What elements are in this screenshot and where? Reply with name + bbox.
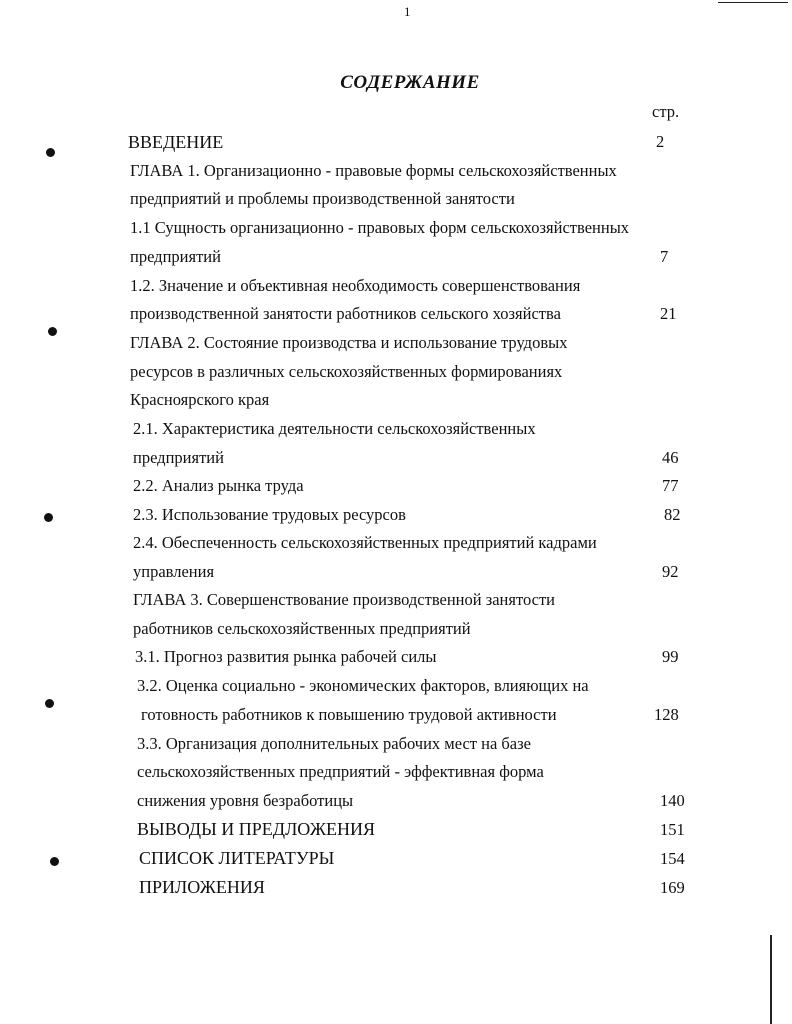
toc-entry-page: 99 [662,647,679,666]
toc-entry-text: 3.1. Прогноз развития рынка рабочей силы [135,647,437,666]
toc-entry-text: СПИСОК ЛИТЕРАТУРЫ [139,848,335,868]
binder-hole-mark [50,857,59,866]
toc-entry-page: 169 [660,878,685,897]
toc-entry-page: 151 [660,820,685,839]
binder-hole-mark [46,148,55,157]
toc-entry-page: 77 [662,476,679,495]
toc-entry-text: ГЛАВА 2. Состояние производства и использование трудовых [130,333,568,352]
toc-entry-text: предприятий [130,247,221,266]
toc-entry-text: управления [133,562,215,581]
toc-entry-page: 82 [664,505,681,524]
toc-entry-page: 128 [654,705,679,724]
toc-entry-text: 3.2. Оценка социально - экономических факторов, влияющих на [137,676,589,695]
page-title: СОДЕРЖАНИЕ [340,72,480,93]
toc-entry-text: ВЫВОДЫ И ПРЕДЛОЖЕНИЯ [137,819,375,839]
toc-entry-text: предприятий и проблемы производственной занятости [130,189,515,208]
toc-entry-text: 2.2. Анализ рынка труда [133,476,304,495]
toc-entry-page: 21 [660,304,677,323]
toc-entry-text: ПРИЛОЖЕНИЯ [139,877,265,897]
toc-entry-text: снижения уровня безработицы [137,791,354,810]
scan-edge-line [718,2,788,3]
toc-entry-page: 46 [662,448,679,467]
binder-hole-mark [44,513,53,522]
pages-column-label: стр. [652,102,680,121]
toc-entry-text: 2.3. Использование трудовых ресурсов [133,505,406,524]
toc-entry-text: ВВЕДЕНИЕ [128,132,224,152]
binder-hole-mark [48,327,57,336]
toc-entry-page: 2 [656,132,665,151]
toc-entry-text: 3.3. Организация дополнительных рабочих мест на базе [137,734,531,753]
toc-entry-text: ресурсов в различных сельскохозяйственных формированиях [130,362,563,381]
toc-entry-text: 2.4. Обеспеченность сельскохозяйственных предприятий кадрами [133,533,597,552]
toc-entry-text: Красноярского края [130,390,270,409]
toc-entry-text: ГЛАВА 3. Совершенствование производственной занятости [133,590,555,609]
toc-entry-page: 7 [660,247,669,266]
page-number: 1 [404,4,411,19]
toc-entry-text: работников сельскохозяйственных предприятий [133,619,471,638]
toc-entry-text: 1.2. Значение и объективная необходимость совершенствования [130,276,581,295]
toc-entry-text: производственной занятости работников сельского хозяйства [130,304,561,323]
toc-entry-page: 140 [660,791,685,810]
toc-entry-text: 1.1 Сущность организационно - правовых форм сельскохозяйственных [130,218,630,237]
binder-hole-mark [45,699,54,708]
toc-entry-text: готовность работников к повышению трудовой активности [141,705,557,724]
toc-entry-text: предприятий [133,448,224,467]
scan-edge-line [770,935,772,1024]
toc-entry-page: 154 [660,849,685,868]
toc-entry-text: сельскохозяйственных предприятий - эффективная форма [137,762,544,781]
toc-entry-text: 2.1. Характеристика деятельности сельскохозяйственных [133,419,536,438]
toc-entry-page: 92 [662,562,679,581]
toc-entry-text: ГЛАВА 1. Организационно - правовые формы сельскохозяйственных [130,161,617,180]
